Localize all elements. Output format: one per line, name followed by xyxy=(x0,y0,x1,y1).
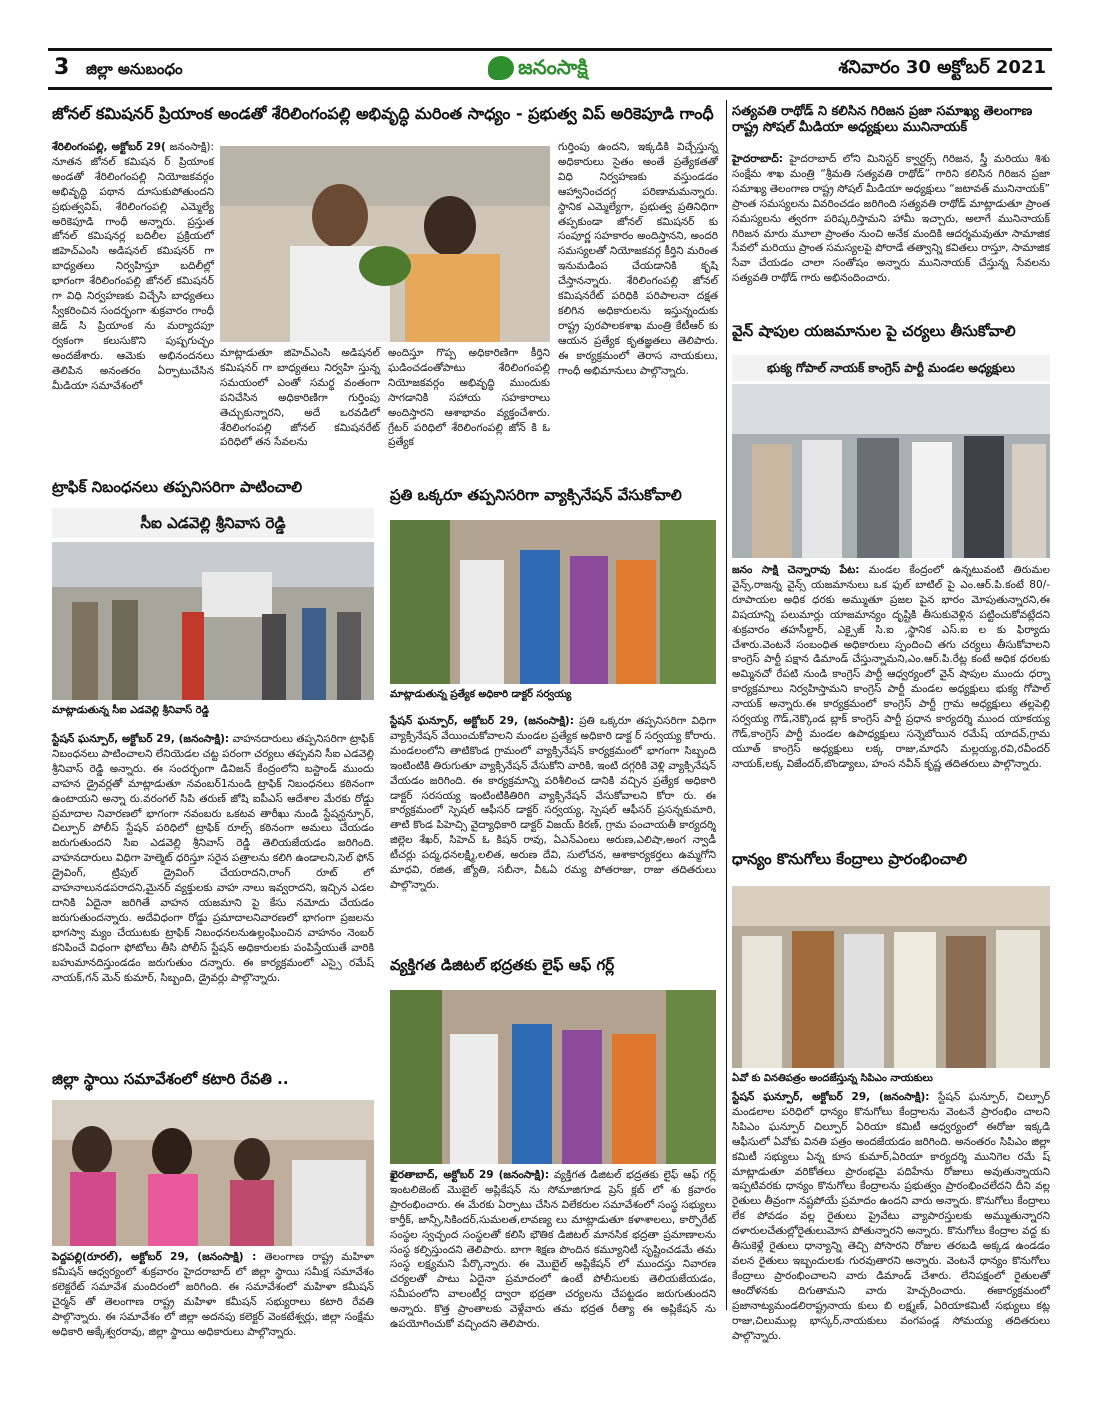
column-divider xyxy=(726,100,727,1310)
story7-text: వ్యక్తిగత డిజిటల్ భద్రతకు లైఫ్ ఆఫ్ గర్ల్ ఇంటలిజెంట్ మొబైల్ అప్లికేషన్ ను సోమాజిగూడ ప్రెస్ క్లబ్ లో శు క్రవారం ప్రారంభించారు. ఈ మేరకు ఏర్పాటు చేసిన విలేకరుల సమావేశంలో సంస్థ సభ్యులు కార్తీక్, జాన్సీ,సికిందర్,సుమలత,లావణ్య లు మాట్లాడుతూ కళాశాలలు, కార్పొరేట్ సంస్థల స్వచ్ఛంద సంస్థలతో కలిసి భౌతిక డిజిటల్ మానసిక భద్రతా ప్రమాణాలను సంస్థ కల్పిస్తుందని తెలిపారు. బాగా శిక్షణ పొందిన కమ్యూనిటీ సృష్టించడమే తమ సంస్థ లక్ష్యమని పేర్కొన్నారు. ఈ మొబైల్ అప్లికేషన్ లో ముందస్తు నివారణ చర్యలతో పాటు ఏదైనా ప్రమాదంలో ఉంటే పోలీసులకు తెలియజేయడం, సమీపంలోని వాలంటీర్ల ద్వారా భద్రతా చర్యలను చేపట్టడం జరుగుతుందని అన్నారు. కొత్త ప్రాంతాలకు వెళ్లేవారు తమ భద్రత రీత్యా ఈ అప్లికేషన్ ను ఉపయోగించుకో వచ్చిందని తెలిపారు. xyxy=(390,1169,716,1331)
story3-subhead: భుక్య గోపాల్ నాయక్ కాంగ్రెస్ పార్టీ మండల అధ్యక్షులు xyxy=(732,355,1050,381)
story5-headline: ప్రతి ఒక్కరూ తప్పనిసరిగా వ్యాక్సినేషన్ వేసుకోవాలి xyxy=(390,486,682,504)
story8-headline: జిల్లా స్థాయి సమావేశంలో కటారి రేవతి .. xyxy=(52,1070,289,1088)
story4-dateline: స్టేషన్ ఘన్పూర్, అక్టోబర్ 29, (జనంసాక్షి): xyxy=(52,733,230,745)
story7-headline: వ్యక్తిగత డిజిటల్ భద్రతకు లైఫ్ ఆఫ్ గర్ల్ xyxy=(390,956,615,974)
story8-photo xyxy=(52,1100,374,1246)
story1-col3: అందిస్తూ గొప్ప అధికారిణిగా కీర్తిని ఘడించడంతోపాటు శేరిలింగంపల్లి నియోజకవర్గం అభివృద్ధి ముందుకు సాగడానికి సహాయ సహకారాలు అందిస్తారని ఆశాభావం వ్యక్తంచేశారు. గ్రేటర్ పరిధిలో శేరిలింగంపల్లి జోన్ కి ఓ ప్రత్యేక xyxy=(388,347,550,449)
story2-body xyxy=(732,152,1050,302)
story3-text: మండల కేంద్రంలో ఉన్నటువంటి తిరుమల వైన్స్,రాజన్న వైన్స్ యజమానులు ఒక ఫుల్ బాటిల్ పై ఎం.ఆర్.పి.కంటే 80/- రూపాయల అధిక ధరకు అమ్ముతూ ప్రజల పైన భారం మోపుతున్నారని,ఈ విషయాన్ని పలుమార్లు యాజమాన్యం దృష్టికి తీసుకువెళ్లిన పట్టించుకోవట్లేదని శుక్రవారం తహసీల్దార్, ఎక్సైజ్ సి.ఐ ,స్థానిక ఎస్.ఐ ల కు ఫిర్యాదు చేశారు.వెంటనే సంబంధిత అధికారులు స్పందించి తగు చర్యలు తీసుకోవాలని కాంగ్రెస్ పార్టీ పక్షాన డిమాండ్ చేస్తున్నామని,ఎం.ఆర్.పి.రేట్ల కంటే అధిక ధరలకు అమ్మినచో రేపటి నుండి కాంగ్రెస్ పార్టీ ఆధ్వర్యంలో వైన్ షాపుల ముందు ధర్నా కార్యక్రమాలు నిర్వహిస్తామని కాంగ్రెస్ పార్టీ మండల అధ్యక్షులు భుక్య గోపాల్ నాయక్ అన్నారు.ఈ కార్యక్రమంలో కాంగ్రెస్ పార్టీ గ్రామ అధ్యక్షులు తల్లపెల్లి సర్వయ్య గౌడ్,నెక్కొండ బ్లాక్ కాంగ్రెస్ పార్టీ ప్రధాన కార్యదర్శి ముంద యాకయ్య గౌడ్,కాంగ్రెస్ పార్టీ మండల ఉపాధ్యక్షులు సన్నెబోయిన రమేష్ యాదవ్,గ్రామ యూత్ కాంగ్రెస్ అధ్యక్షులు లక్క రాజు,మాధసి మల్లయ్య,రవి,రవీందర్ నాయక్,లక్క విజేందర్,బొండ్యాలు, హంస నవీన్ కృష్ణ తదితరులు పాల్గొన్నారు. xyxy=(732,564,1050,770)
story2-dateline: హైదరాబాద్: xyxy=(732,153,783,165)
story3-photo xyxy=(732,384,1050,558)
story5-body xyxy=(390,714,716,944)
story3-dateline: జనం సాక్షి చెన్నారావు పేట: xyxy=(732,564,860,576)
story1-text1: జనంసాక్షి): నూతన జోనల్ కమిషన ర్ ప్రియాంక అండతో శేరిలింగంపల్లి నియోజకవర్గం అభివృద్ధి పథాన దూసుకుపోతుందని ప్రభుత్వవిప్, శేరిలింగంపల్లి ఎమ్మెల్యే అరికెపూడి గాంధీ అన్నారు. ప్రస్తుత జోనల్ కమిషనర్ల బదిలీల ప్రక్రియలో జిహెచ్ఎంసి అడిషనల్ కమిషనర్ గా బాధ్యతలు నిర్వహిస్తూ బదిలీల్లో భాగంగా శేరిలింగంపల్లి జోనల్ కమిషనర్ గా విధి నిర్వహణకు విచ్చేసి బాధ్యతలు స్వీకరించిన సందర్భంగా శుక్రవారం గాంధీ జెడ్ సి ప్రియాంక ను మర్యాదపూ ర్వకంగా కలుసుకొని పుష్పగుచ్ఛం అందజేశారు. ఆమెకు అభినందనలు తెలిపిన అనంతరం ఏర్పాటుచేసిన మీడియా సమావేశంలో xyxy=(52,141,214,392)
masthead xyxy=(48,48,1052,90)
story1-headline: జోనల్ కమిషనర్ ప్రియాంక అండతో శేరిలింగంపల్లి అభివృద్ధి మరింత సాధ్యం - ప్రభుత్వ విప్ అరికెపూడి గాంధీ xyxy=(52,104,714,123)
story6-text: స్టేషన్ ఘన్పూర్, చిల్పూర్ మండలాల పరిధిలో ధాన్యం కొనుగోలు కేంద్రాలను వెంటనే ప్రారంభిం చాలని సిపిఎం ఘన్పూర్ చిల్పూర్ ఏరియా కమిటీ ఆధ్వర్యంలో ఈరోజు ఇక్కడి ఆఫీసులో ఏవోకు వినతి పత్రం అందజేయడం జరిగింది. అనంతరం సిపిఎం జిల్లా కమిటీ సభ్యులు ఏన్న కూస కుమార్,ఏరియా కార్యదర్శి మునిగెల రమే ష్ మాట్లాడుతూ వరికోతలు ప్రారంభమై పదిహేను రోజులు అవుతున్నాయని ఇప్పటివరకు ధాన్యం కొనుగోలు కేంద్రాలను ప్రభుత్వం ప్రారంభించలేదని దీని వల్ల రైతులు తీవ్రంగా నష్టపోయే ప్రమాదం ఉందని వారు అన్నారు. కొనుగోలు కేంద్రాలు లేక పోవడం వల్ల రైతులు ప్రైవేటు వ్యాపారస్తులకు అమ్ముతున్నారని దళారులచేతుల్లోరైతులుమోస పోతున్నారని అన్నారు. కొనుగోలు కేంద్రాల వద్ద కు తీసుకెళ్లే రైతులు ధాన్యాన్ని తెచ్చి పోసారని రోజుల తరబడి అక్కడ ఉండడం వలన రైతులు ఇబ్బందులకు గురవుతారని అన్నారు. వెంటనే ధాన్యం కొనుగోలు కేంద్రాలు ప్రారంభించాలని వారు డిమాండ్ చేశారు. లేనిపక్షంలో రైతులతో ఆందోళనకు దిగుతామని వారు హెచ్చరించారు. ఈకార్యక్రమంలో ప్రజానాట్యమండలిరాష్ట్రనాయ కులు బి లక్ష్మణ్, ఏరియాకమిటీ సభ్యులు కట్ల రాజు,చిలుముల్ల భాస్కర్,నాయకులు వంగపండ్ల సోమయ్య తదితరులు పాల్గొన్నారు. xyxy=(732,1091,1051,1342)
story6-caption: ఏవో కు వినతిపత్రం అందజేస్తున్న సిపిఎం నాయకులు xyxy=(732,1073,933,1084)
story6-photo xyxy=(732,886,1050,1068)
story8-text: తెలంగాణ రాష్ట్ర మహిళా కమీషన్ ఆధ్వర్యంలో శుక్రవారం హైదరాబాద్ లో జిల్లా స్థాయి సమీక్ష సమావేశం కలెక్టరేట్ సమావేశ మందిరంలో జరిగింది. ఈ సమావేశంలో మహిళా కమీషన్ చైర్మన్ తో తెలంగాణ రాష్ట్ర మహిళా కమీషన్ సభ్యురాలు కటారి రేవతి పాల్గొన్నారు. ఈ సమావేశం లో జిల్లా అదనపు కలెక్టర్ వెంకటేశ్వర్లు, జిల్లా సంక్షేమ అధికారి అక్కేశ్వరరావు, జిల్లా స్థాయి అధికారులు పాల్గొన్నారు. xyxy=(52,1251,374,1338)
story5-text: ప్రతి ఒక్కరూ తప్పనిసరిగా విధిగా వ్యాక్సినేషన్ వేయించుకోవాలని మండల ప్రత్యేక అధికారి డాక్ట ర్ సర్వయ్య కోరారు. మండలంలోని తాటికొండ గ్రామంలో వ్యాక్సినేషన్ కార్యక్రమంలో భాగంగా సిబ్బంది ఇంటింటికి తిరుగుతూ వ్యాక్సినేషన్ వేసుకోని వారికి, ఇంటి దగ్గరికి వెళ్లి వ్యాక్సినేషన్ వేయడం జరిగింది. ఈ కార్యక్రమాన్ని పరిశీలించ డానికి వచ్చిన ప్రత్యేక అధికారి డాక్టర్ సరసయ్య ఇంటింటికితిరిగి వ్యాక్సినేషన్ వేసుకోవాలని కోరా రు. ఈ కార్యక్రమంలో స్పెషల్ ఆఫీసర్ డాక్టర్ సర్వయ్య, స్పెషల్ ఆఫీసర్ ప్రసన్నకుమారి, తాటి కొండ పిహెచ్సి వైద్యాధికారి డాక్టర్ విజయ్ కిరణ్, గ్రామ పంచాయతీ కార్యదర్శి జిల్లెల శేఖర్, సిహెచ్ ఓ కిషన్ రావు, ఏఎన్ఎంలు అరుణ,ఎలిషా,అంగ న్వాడీ టీచర్లు పద్మ,ధనలక్ష్మి,లలిత, అరుణ దేవి, సులోచన, ఆశాకార్యకర్తలు ఉమ్మగోని మాధవి, రజిత, జ్యోతి, సబీనా, వీఓఏ రమ్య పోతరాజు, రాజు తదితరులు పాల్గొన్నారు. xyxy=(390,715,716,891)
story2-text: హైదరాబాద్ లోని మినిస్టర్ క్వార్టర్స్ గిరిజన, స్త్రీ మరియు శిశు సంక్షేమ శాఖ మంత్రి “శ్రీమతి సత్యవతి రాథోడ్” గారిని కలిసిన గిరిజన ప్రజా సమాఖ్య తెలంగాణ రాష్ట్ర సోషల్ మీడియా అధ్యక్షులు “జటావత్ మునినాయక్” ప్రాంత సమస్యలను వివరించడం జరిగింది సత్యవతి రాథోడ్ మాట్లాడుతూ ప్రాంత సమస్యలను త్వరగా పరిష్కరిస్తామని హామీ ఇచ్చారు, అలాగే మునినాయక్ గిరిజన మారు మూలా ప్రాంతం నుంచి అనేక మందికి ఆదర్శమవుతూ సామాజిక సేవలో మరియు ప్రాంత సమస్యలపై పోరాడే తత్వాన్ని కవితలు రాస్తూ, సామాజిక సేవా చేయడం చాలా సంతోషం అన్నారు మునినాయక్ చేస్తున్న సేవలను సత్యవతి రాథోడ్ గారు అభినందించారు. xyxy=(732,153,1050,285)
story7-body xyxy=(390,1168,716,1331)
story7-dateline: ఖైరతాబాద్, అక్టోబర్ 29 (జనంసాక్షి): xyxy=(390,1169,550,1181)
leaf-icon xyxy=(488,56,514,80)
story4-text: వాహనదారులు తప్పనిసరిగా ట్రాఫిక్ నిబంధనలు పాటించాలని లేనియెడల చట్ట పరంగా చర్యలు తప్పవని సీఐ ఎడవెల్లి శ్రీనివాస్ రెడ్డి అన్నారు. ఈ సందర్భంగా డివిజన్ కేంద్రంలోని బస్టాండ్ ముందు వాహన డ్రైవర్లతో మాట్లాడుతూ నవంబర్1నుండి ట్రాఫిక్ నిబంధనలు కఠినంగా ఉంటాయని అన్నా రు.వరంగల్ సిపి తరుణ్ జోషి ఐపీఎస్ ఆదేశాల మేరకు రోడ్డు ప్రమాదాల నివారణలో భాగంగా నవంబరు ఒకటవ తారీఖు నుండి స్టేషన్ఘన్పూర్, చిల్పూర్ పోలీస్ స్టేషన్ పరిధిలో ట్రాఫిక్ రూల్స్ కఠినంగా అమలు చేయడం జరుగుతుందని సిఐ ఎడవెల్లి శ్రీనివాస్ రెడ్డి తెలియజేయడం జరిగింది. వాహనదారులు విధిగా హెల్మెట్ ధరిస్తూ సరైన పత్రాలను కలిగి ఉండాలని,సెల్ ఫోన్ డ్రైవింగ్, ట్రిపుల్ డ్రైవింగ్ చేయరాదని,రాంగ్ రూట్ లో వాహనాలునడపరాదని,మైనర్ వ్యక్తులకు వాహ నాలు ఇవ్వరాదని, ఇచ్చిన ఎడల దానికి ఏదైనా జరిగితే వాహన యజమాని పై కేసు నమోదు చేయడం జరుగుతుందన్నారు. అదేవిధంగా రోడ్డు ప్రమాదాలనివారణలో భాగంగా ప్రజలను భాగస్వా మ్యం చేయుటకు ట్రాఫిక్ నిబంధనలనుఉల్లంఘించిన వాహనం నెంబర్ కనిపించే విధంగా ఫోటోలు తీసి పోలీస్ స్టేషన్ అధికారులకు పంపిస్తేయుతే వారికి బహుమానదిస్తుండడం జరుగుతుం దన్నారు. ఈ కార్యక్రమంలో ఎస్సై రమేష్ నాయక్,గన్ మెన్ కుమార్, సిబ్బంది, డ్రైవర్లు పాల్గొన్నారు. xyxy=(52,733,374,984)
story5-caption: మాట్లాడుతున్న ప్రత్యేక అధికారి డాక్టర్ సర్వయ్య xyxy=(390,689,572,700)
story4-photo xyxy=(52,542,374,700)
story4-caption: మాట్లాడుతున్న సీఐ ఎడవెల్లి శ్రీనివాస్ రెడ్డి xyxy=(52,705,210,716)
newspaper-logo xyxy=(488,53,638,83)
story8-dateline: పెద్దపల్లి(రూరల్), అక్టోబర్ 29, (జనంసాక్షి) : xyxy=(52,1251,257,1263)
story3-body xyxy=(732,563,1050,833)
story4-headline: ట్రాఫిక్ నిబంధనలు తప్పనిసరిగా పాటించాలి xyxy=(52,478,303,496)
story4-body xyxy=(52,732,374,1058)
story1-col4: గుర్తింపు ఉందని, ఇక్కడికి విచ్చేస్తున్న అధికారులు సైతం అంతే ప్రత్యేకతతో విధి నిర్వహణకు వస్తుండడం ఆహ్వానించదగ్గ పరిణామమన్నారు. స్థానిక ఎమ్మెల్యేగా, ప్రభుత్వ ప్రతినిధిగా తప్పకుండా జోనల్ కమిషనర్ కు సంపూర్ణ సహకారం అందిస్తానని, అందరి సమస్యలతో నియోజకవర్గ కీర్తిని మరింత ఇనుమడింప చేయడానికి కృషి చేస్తానన్నారు. శేరిలింగంపల్లి జోనల్ కమిషనరేట్ పరిధికి పరిపాలనా దక్షత కలిగిన అధికారులను ఇస్తున్నందుకు రాష్ట్ర పురపాలకశాఖ మంత్రి కేటీఆర్ కు ఆయన ప్రత్యేక కృతజ్ఞతలు తెలిపారు. ఈ కార్యక్రమంలో తెరాస నాయకులు, గాంధీ అభిమానులు పాల్గొన్నారు. xyxy=(558,141,718,377)
story8-body xyxy=(52,1250,374,1338)
issue-date: శనివారం 30 అక్టోబర్ 2021 xyxy=(838,57,1046,78)
story1-photo xyxy=(220,146,550,342)
story5-dateline: స్టేషన్ ఘన్పూర్, అక్టోబర్ 29, (జనంసాక్షి): xyxy=(390,715,574,727)
story1-col2: మాట్లాడుతూ జిహెచ్ఎంసి అడిషనల్ కమిషనర్ గా బాధ్యతలు నిర్వహి స్తున్న సమయంలో ఎంతో సమర్థ వంతంగా పనిచేసిన అధికారిణిగా గుర్తింపు తెచ్చుకున్నారని, అదే ఒరవడిలో శేరిలింగంపల్లి జోనల్ కమిషనరేట్ పరిధిలో తన సేవలను xyxy=(220,347,380,449)
section-name: జిల్లా అనుబంధం xyxy=(86,60,183,78)
story2-headline: సత్యవతి రాథోడ్ ని కలిసిన గిరిజన ప్రజా సమాఖ్య తెలంగాణ రాష్ట్ర సోషల్ మీడియా అధ్యక్షులు మునినాయక్ xyxy=(732,104,1033,135)
story1-col1 xyxy=(52,140,214,460)
story6-headline: ధాన్యం కొనుగోలు కేంద్రాలు ప్రారంభించాలి xyxy=(732,850,968,868)
story6-dateline: స్టేషన్ ఘన్పూర్, అక్టోబర్ 29, (జనంసాక్షి): xyxy=(732,1091,930,1103)
story3-headline: వైన్ షాపుల యజమానుల పై చర్యలు తీసుకోవాలి xyxy=(732,322,1016,340)
story5-photo xyxy=(390,520,716,684)
story1-dateline: శేరిలింగంపల్లి, అక్టోబర్ 29( xyxy=(52,141,166,153)
story4-subhead: సీఐ ఎడవెల్లి శ్రీనివాస రెడ్డి xyxy=(52,508,374,538)
page-number: 3 xyxy=(54,55,70,80)
story6-body xyxy=(732,1090,1051,1342)
logo-text: జనంసాక్షి xyxy=(518,55,588,79)
story7-photo xyxy=(390,990,716,1164)
